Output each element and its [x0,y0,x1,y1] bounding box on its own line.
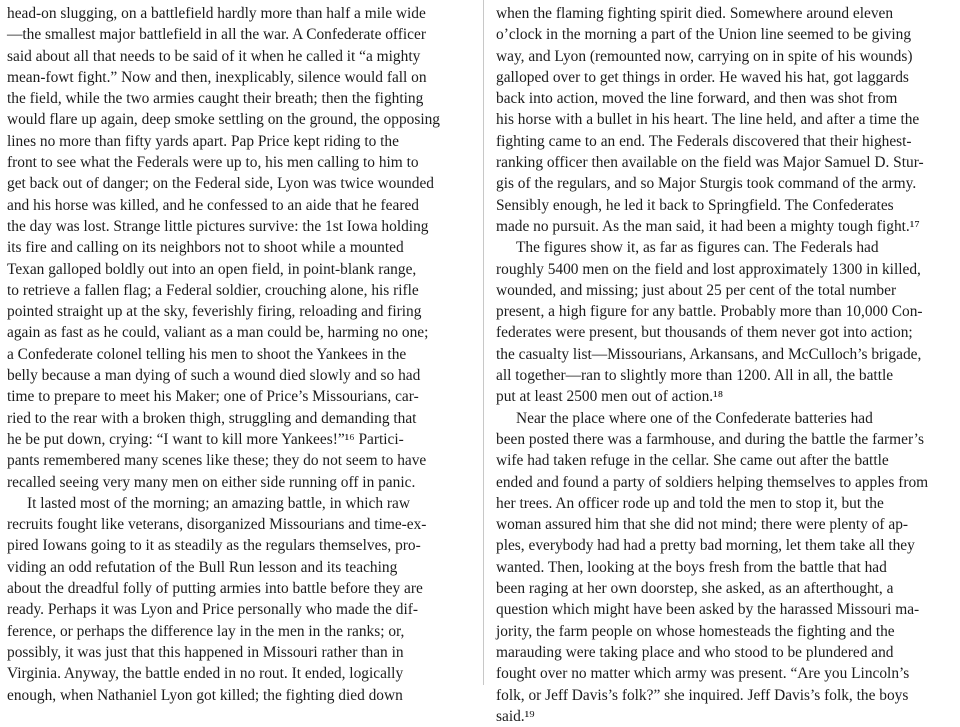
text-line: made no pursuit. As the man said, it had been a mighty tough fight.¹⁷ [496,217,920,235]
text-line: It lasted most of the morning; an amazing battle, in which raw [27,494,410,512]
text-line: possibly, it was just that this happened in Missouri rather than in [7,643,404,661]
text-line: when the flaming fighting spirit died. Somewhere around eleven [496,5,894,22]
text-line: mean-fowt fight.” Now and then, inexplicably, silence would fall on [7,68,427,86]
text-line: lines no more than fifty yards apart. Pap Price kept riding to the [7,132,399,150]
text-line: time to prepare to meet his Maker; one of Price’s Missourians, car- [7,388,419,406]
left-column [7,3,467,706]
text-line: the casualty list—Missourians, Arkansans, and McCulloch’s brigade, [496,345,922,363]
text-line: to retrieve a fallen flag; a Federal soldier, crouching alone, his rifle [7,281,419,299]
text-line: pired Iowans going to it as steadily as the regulars themselves, pro- [7,537,421,555]
text-line: gis of the regulars, and so Major Sturgis took command of the army. [496,175,917,193]
text-line: Virginia. Anyway, the battle ended in no rout. It ended, logically [7,665,404,683]
text-line: roughly 5400 men on the field and lost approximately 1300 in killed, [496,260,921,278]
text-line: belly because a man dying of such a wound died slowly and so had [7,367,421,385]
text-line: wanted. Then, looking at the boys fresh from the battle that had [496,558,887,576]
text-line: the field, while the two armies caught their breath; then the fighting [7,90,424,108]
text-line: Sensibly enough, he led it back to Springfield. The Confederates [496,196,894,214]
text-line: again as fast as he could, valiant as a man could be, harming no one; [7,324,429,342]
text-line: folk, or Jeff Davis’s folk?” she inquired. Jeff Davis’s folk, the boys [496,686,909,704]
text-line: he be put down, crying: “I want to kill more Yankees!”¹⁶ Partici- [7,430,404,448]
paragraph [7,3,467,493]
right-column [496,3,954,727]
text-line: said about all that needs to be said of it when he called it “a mighty [7,47,421,65]
text-line: fought over no matter which army was present. “Are you Lincoln’s [496,665,910,683]
text-line: front to see what the Federals were up to, his men calling to him to [7,154,419,172]
text-line: her trees. An officer rode up and told the men to stop it, but the [496,494,884,512]
text-line: ranking officer then available on the field was Major Samuel D. Stur- [496,154,924,172]
paragraph [496,3,954,237]
text-line: pointed straight up at the sky, feverishly firing, reloading and firing [7,303,422,321]
text-line: recalled seeing very many men on either side running off in panic. [7,473,416,491]
text-line: fighting came to an end. The Federals discovered that their highest- [496,132,912,150]
text-line: question which might have been asked by the harassed Missouri ma- [496,601,920,619]
text-line: get back out of danger; on the Federal side, Lyon was twice wounded [7,175,434,193]
text-line: his horse with a bullet in his heart. The line held, and after a time the [496,111,920,129]
text-line: its fire and calling on its neighbors not to shoot while a mounted [7,239,404,257]
column-divider [483,0,484,685]
text-line: ples, everybody had had a pretty bad morning, let them take all they [496,537,915,555]
text-line: viding an odd refutation of the Bull Run lesson and its teaching [7,558,398,576]
text-line: about the dreadful folly of putting armies into battle before they are [7,580,423,598]
text-line: The figures show it, as far as figures can. The Federals had [516,239,879,257]
text-line: way, and Lyon (remounted now, carrying on in spite of his wounds) [496,47,913,65]
text-line: present, a high figure for any battle. Probably more than 10,000 Con- [496,303,923,321]
text-line: ried to the rear with a broken thigh, struggling and demanding that [7,409,417,427]
paragraph [496,237,954,407]
text-line: Near the place where one of the Confederate batteries had [516,409,873,427]
text-line: woman assured him that she did not mind; there were plenty of ap- [496,516,909,534]
text-line: back into action, moved the line forward, and then was shot from [496,90,898,108]
text-line: ference, or perhaps the difference lay in the men in the ranks; or, [7,622,405,640]
text-line: enough, when Nathaniel Lyon got killed; the fighting died down [7,686,403,704]
text-line: a Confederate colonel telling his men to shoot the Yankees in the [7,345,407,363]
text-line: marauding were taking place and who stood to be plundered and [496,643,894,661]
text-line: head-on slugging, on a battlefield hardly more than half a mile wide [7,5,426,22]
text-line: been posted there was a farmhouse, and during the battle the farmer’s [496,430,924,448]
text-line: jority, the farm people on whose homesteads the fighting and the [496,622,895,640]
text-line: galloped over to get things in order. He waved his hat, got laggards [496,68,909,86]
text-line: Texan galloped boldly out into an open field, in point-blank range, [7,260,417,278]
text-line: wife had taken refuge in the cellar. She came out after the battle [496,452,889,470]
text-line: and his horse was killed, and he confessed to an aide that he feared [7,196,419,214]
text-line: recruits fought like veterans, disorganized Missourians and time-ex- [7,516,427,534]
text-line: said.¹⁹ [496,707,535,725]
paragraph [496,408,954,727]
paragraph [7,493,467,706]
text-line: pants remembered many scenes like these; they do not seem to have [7,452,427,470]
text-line: ended and found a party of soldiers helping themselves to apples from [496,473,929,491]
text-line: the day was lost. Strange little pictures survive: the 1st Iowa holding [7,217,429,235]
text-line: ready. Perhaps it was Lyon and Price personally who made the dif- [7,601,419,619]
text-line: would flare up again, deep smoke settling on the ground, the opposing [7,111,440,129]
text-line: wounded, and missing; just about 25 per cent of the total number [496,281,897,299]
text-line: all together—ran to slightly more than 1200. All in all, the battle [496,367,894,385]
text-line: been raging at her own doorstep, she asked, as an afterthought, a [496,580,894,598]
text-line: put at least 2500 men out of action.¹⁸ [496,388,724,406]
text-line: o’clock in the morning a part of the Union line seemed to be giving [496,26,912,44]
text-line: —the smallest major battlefield in all the war. A Confederate officer [7,26,426,44]
text-line: federates were present, but thousands of them never got into action; [496,324,913,342]
